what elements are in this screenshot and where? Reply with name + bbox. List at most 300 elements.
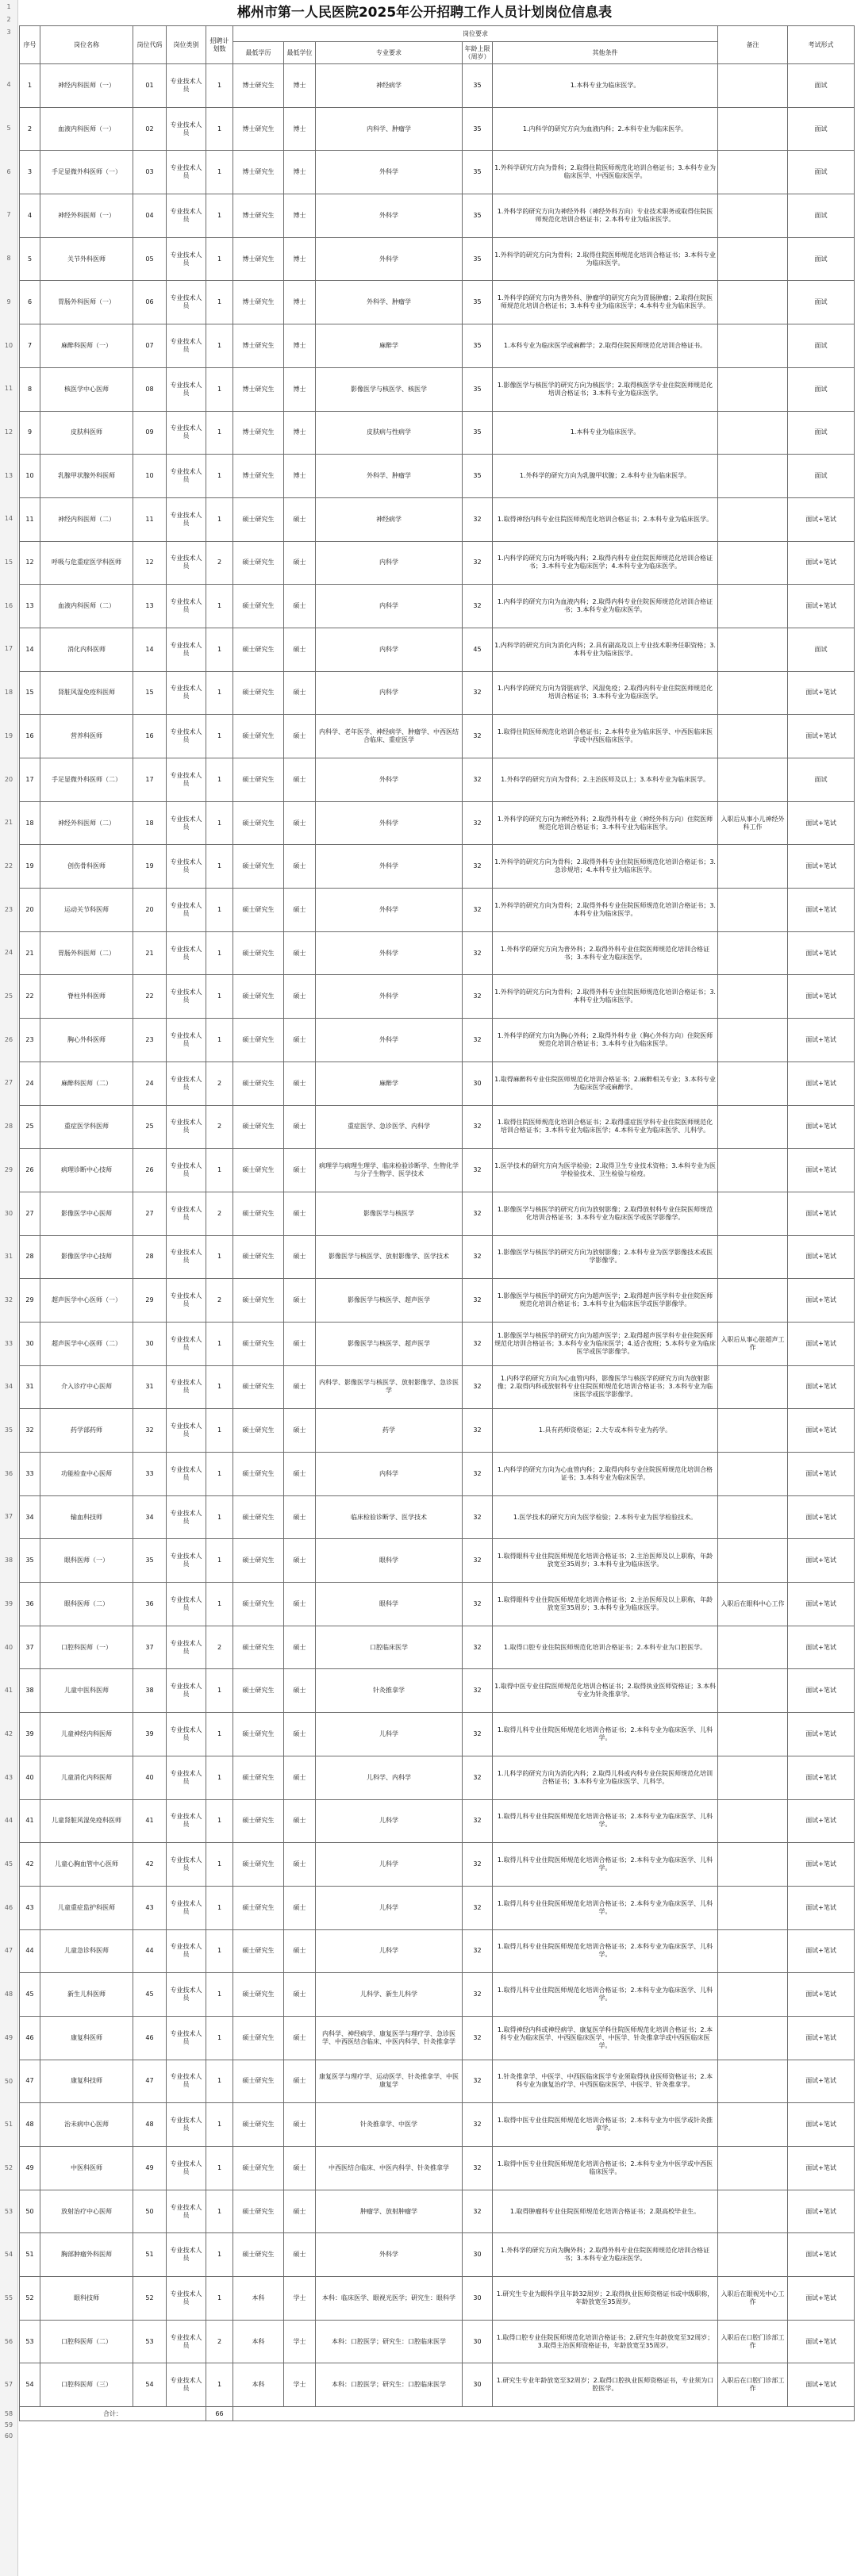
cell-category: 专业技术人员	[167, 1583, 206, 1626]
row-number: 58	[4, 2409, 13, 2417]
cell-other: 1.影像医学与核医学的研究方向为超声医学；2.取得超声医学科专业住院医师规范化培训合格证书；3.本科专业为临床医学；4.适合夜班；5.本科专业为临床医学或医学影像学。	[493, 1322, 718, 1365]
cell-age: 32	[463, 975, 493, 1019]
row-number: 13	[4, 471, 13, 479]
row-number: 53	[4, 2207, 13, 2215]
cell-note	[718, 585, 788, 628]
cell-post: 神经内科医师（二）	[40, 497, 133, 541]
cell-age: 35	[463, 367, 493, 411]
cell-plan: 1	[206, 455, 233, 498]
cell-note	[718, 1669, 788, 1713]
cell-seq: 15	[20, 671, 40, 715]
cell-major: 眼科学	[316, 1539, 463, 1583]
cell-seq: 47	[20, 2060, 40, 2103]
cell-seq: 52	[20, 2277, 40, 2321]
cell-age: 32	[463, 889, 493, 932]
cell-exam: 面试+笔试	[788, 1149, 855, 1192]
cell-exam: 面试+笔试	[788, 1279, 855, 1323]
cell-degree: 博士	[284, 281, 316, 324]
cell-note: 入职后在口腔门诊部工作	[718, 2363, 788, 2407]
cell-edu: 硕士研究生	[233, 801, 284, 845]
cell-seq: 16	[20, 715, 40, 758]
cell-category: 专业技术人员	[167, 1409, 206, 1453]
table-row	[20, 1453, 855, 1496]
cell-other: 1.取得住院医师规范化培训合格证书；2.本科专业为临床医学、中西医临床医学或中西医临床医学。	[493, 715, 718, 758]
cell-edu: 硕士研究生	[233, 889, 284, 932]
cell-note	[718, 1279, 788, 1323]
cell-other: 1.外科学的研究方向为骨科；2.取得外科专业住院医师规范化培训合格证书；3.本科专业为临床医学。	[493, 975, 718, 1019]
cell-post: 儿童神经内科医师	[40, 1713, 133, 1756]
cell-edu: 硕士研究生	[233, 1019, 284, 1062]
cell-note	[718, 367, 788, 411]
cell-degree: 硕士	[284, 2147, 316, 2190]
cell-other: 1.针灸推拿学、中医学、中西医临床医学专业须取得执业医师资格证书；2.本科专业为康复治疗学、中西医临床医学、中医学、针灸推拿学。	[493, 2060, 718, 2103]
cell-major: 内科学、影像医学与核医学、放射影像学、急诊医学	[316, 1365, 463, 1409]
cell-age: 30	[463, 2233, 493, 2277]
cell-other: 1.本科专业为临床医学或麻醉学；2.取得住院医师规范化培训合格证书。	[493, 324, 718, 368]
cell-code: 49	[133, 2147, 167, 2190]
header-note: 备注	[718, 26, 788, 64]
cell-other: 1.内科学的研究方向为呼吸内科；2.取得内科专业住院医师规范化培训合格证书；3.本科专业为临床医学；4.本科专业为临床医学。	[493, 541, 718, 585]
cell-age: 32	[463, 1495, 493, 1539]
cell-category: 专业技术人员	[167, 1929, 206, 1973]
row-number: 50	[4, 2077, 13, 2085]
row-number: 30	[4, 1209, 13, 1217]
row-number: 4	[6, 81, 11, 89]
cell-edu: 硕士研究生	[233, 585, 284, 628]
cell-category: 专业技术人员	[167, 1279, 206, 1323]
cell-seq: 21	[20, 931, 40, 975]
cell-age: 45	[463, 628, 493, 671]
cell-exam: 面试+笔试	[788, 2277, 855, 2321]
cell-degree: 硕士	[284, 2060, 316, 2103]
cell-major: 麻醉学	[316, 1061, 463, 1105]
cell-category: 专业技术人员	[167, 715, 206, 758]
cell-category: 专业技术人员	[167, 1061, 206, 1105]
cell-post: 呼吸与危重症医学科医师	[40, 541, 133, 585]
cell-major: 针灸推拿学、中医学	[316, 2103, 463, 2147]
cell-note	[718, 107, 788, 151]
cell-seq: 1	[20, 64, 40, 108]
cell-other: 1.外科学的研究方向为乳腺甲状腺；2.本科专业为临床医学。	[493, 455, 718, 498]
cell-degree: 学士	[284, 2363, 316, 2407]
table-row	[20, 367, 855, 411]
row-number: 19	[4, 731, 13, 739]
cell-post: 消化内科医师	[40, 628, 133, 671]
cell-edu: 硕士研究生	[233, 931, 284, 975]
cell-category: 专业技术人员	[167, 801, 206, 845]
cell-seq: 40	[20, 1756, 40, 1799]
cell-degree: 硕士	[284, 931, 316, 975]
cell-seq: 49	[20, 2147, 40, 2190]
cell-age: 35	[463, 411, 493, 455]
cell-degree: 硕士	[284, 585, 316, 628]
row-number: 22	[4, 862, 13, 870]
cell-plan: 1	[206, 1322, 233, 1365]
cell-plan: 1	[206, 2363, 233, 2407]
cell-code: 08	[133, 367, 167, 411]
cell-degree: 硕士	[284, 1409, 316, 1453]
cell-post: 胸心外科医师	[40, 1019, 133, 1062]
cell-code: 35	[133, 1539, 167, 1583]
cell-note	[718, 1929, 788, 1973]
cell-code: 07	[133, 324, 167, 368]
cell-post: 运动关节科医师	[40, 889, 133, 932]
table-row	[20, 1583, 855, 1626]
cell-major: 内科学	[316, 628, 463, 671]
cell-post: 康复科医师	[40, 2016, 133, 2060]
cell-code: 19	[133, 845, 167, 889]
cell-plan: 1	[206, 931, 233, 975]
cell-other: 1.外科学的研究方向为神经外科（神经外科方向）专业技术职务或取得住院医师规范化培训合格证书；2.本科专业为临床医学。	[493, 194, 718, 238]
cell-other: 1.研究生专业为眼科学且年龄32周岁；2.取得执业医师资格证书或中级职称，年龄放宽至35周岁。	[493, 2277, 718, 2321]
row-number: 60	[4, 2432, 13, 2440]
cell-edu: 硕士研究生	[233, 1626, 284, 1669]
cell-degree: 硕士	[284, 1149, 316, 1192]
cell-exam: 面试+笔试	[788, 1105, 855, 1149]
cell-category: 专业技术人员	[167, 1756, 206, 1799]
cell-seq: 53	[20, 2320, 40, 2363]
header-code: 岗位代码	[133, 26, 167, 64]
cell-post: 输血科技师	[40, 1495, 133, 1539]
cell-age: 32	[463, 1886, 493, 1929]
cell-degree: 硕士	[284, 1669, 316, 1713]
cell-major: 外科学	[316, 889, 463, 932]
cell-exam: 面试+笔试	[788, 1495, 855, 1539]
cell-post: 神经外科医师（二）	[40, 801, 133, 845]
cell-exam: 面试	[788, 411, 855, 455]
table-row	[20, 758, 855, 802]
row-number: 36	[4, 1469, 13, 1477]
cell-code: 33	[133, 1453, 167, 1496]
cell-plan: 1	[206, 151, 233, 194]
cell-seq: 36	[20, 1583, 40, 1626]
cell-post: 药学部药师	[40, 1409, 133, 1453]
cell-code: 51	[133, 2233, 167, 2277]
row-number: 5	[6, 125, 11, 132]
cell-plan: 1	[206, 367, 233, 411]
cell-code: 18	[133, 801, 167, 845]
cell-major: 外科学	[316, 931, 463, 975]
cell-major: 影像医学与核医学、超声医学	[316, 1322, 463, 1365]
cell-seq: 8	[20, 367, 40, 411]
table-row	[20, 324, 855, 368]
cell-age: 32	[463, 2060, 493, 2103]
cell-edu: 硕士研究生	[233, 671, 284, 715]
cell-category: 专业技术人员	[167, 671, 206, 715]
cell-seq: 25	[20, 1105, 40, 1149]
cell-plan: 2	[206, 2320, 233, 2363]
table-row	[20, 1279, 855, 1323]
cell-degree: 硕士	[284, 1713, 316, 1756]
cell-note	[718, 975, 788, 1019]
cell-edu: 硕士研究生	[233, 2190, 284, 2233]
cell-category: 专业技术人员	[167, 1453, 206, 1496]
cell-seq: 35	[20, 1539, 40, 1583]
cell-code: 26	[133, 1149, 167, 1192]
cell-major: 外科学	[316, 194, 463, 238]
cell-edu: 博士研究生	[233, 281, 284, 324]
cell-exam: 面试+笔试	[788, 2147, 855, 2190]
cell-major: 外科学	[316, 1019, 463, 1062]
cell-degree: 硕士	[284, 1322, 316, 1365]
cell-major: 外科学	[316, 845, 463, 889]
cell-other: 1.取得肿瘤科专业住院医师规范化培训合格证书；2.限高校毕业生。	[493, 2190, 718, 2233]
total-label: 合计：	[20, 2407, 206, 2421]
cell-other: 1.内科学的研究方向为血液内科；2.取得内科专业住院医师规范化培训合格证书；3.本科专业为临床医学。	[493, 585, 718, 628]
cell-category: 专业技术人员	[167, 1626, 206, 1669]
cell-edu: 本科	[233, 2320, 284, 2363]
cell-major: 内科学、神经病学、康复医学与理疗学、急诊医学、中西医结合临床、中医内科学、针灸推拿学	[316, 2016, 463, 2060]
cell-plan: 1	[206, 1149, 233, 1192]
cell-other: 1.具有药师资格证；2.大专或本科专业为药学。	[493, 1409, 718, 1453]
cell-edu: 硕士研究生	[233, 1886, 284, 1929]
cell-edu: 硕士研究生	[233, 1365, 284, 1409]
cell-other: 1.取得儿科专业住院医师规范化培训合格证书；2.本科专业为临床医学、儿科学。	[493, 1799, 718, 1843]
cell-code: 42	[133, 1843, 167, 1887]
cell-other: 1.影像医学与核医学的研究方向为放射影像；2.取得放射科专业住院医师规范化培训合格证书；3.本科专业为临床医学或医学影像学。	[493, 1192, 718, 1235]
cell-plan: 1	[206, 1886, 233, 1929]
cell-plan: 1	[206, 715, 233, 758]
cell-major: 针灸推拿学	[316, 1669, 463, 1713]
cell-plan: 1	[206, 889, 233, 932]
row-number: 45	[4, 1860, 13, 1868]
cell-code: 29	[133, 1279, 167, 1323]
cell-code: 31	[133, 1365, 167, 1409]
cell-seq: 44	[20, 1929, 40, 1973]
table-row	[20, 2363, 855, 2407]
cell-age: 32	[463, 1322, 493, 1365]
cell-category: 专业技术人员	[167, 889, 206, 932]
header-major: 专业要求	[316, 42, 463, 64]
cell-age: 32	[463, 1365, 493, 1409]
cell-plan: 1	[206, 1973, 233, 2017]
cell-code: 52	[133, 2277, 167, 2321]
cell-age: 32	[463, 1019, 493, 1062]
cell-degree: 博士	[284, 367, 316, 411]
cell-note	[718, 1713, 788, 1756]
row-number: 17	[4, 645, 13, 653]
cell-plan: 1	[206, 1019, 233, 1062]
cell-category: 专业技术人员	[167, 1843, 206, 1887]
cell-exam: 面试+笔试	[788, 1756, 855, 1799]
cell-other: 1.取得儿科专业住院医师规范化培训合格证书；2.本科专业为临床医学、儿科学。	[493, 1713, 718, 1756]
cell-post: 血液内科医师（一）	[40, 107, 133, 151]
cell-plan: 1	[206, 585, 233, 628]
table-row	[20, 2016, 855, 2060]
cell-major: 外科学	[316, 2233, 463, 2277]
cell-major: 外科学、肿瘤学	[316, 455, 463, 498]
cell-plan: 1	[206, 107, 233, 151]
cell-category: 专业技术人员	[167, 845, 206, 889]
cell-major: 皮肤病与性病学	[316, 411, 463, 455]
cell-other: 1.外科学的研究方向为神经外科；2.取得外科专业（神经外科方向）住院医师规范化培训合格证书；3.本科专业为临床医学。	[493, 801, 718, 845]
cell-age: 32	[463, 1192, 493, 1235]
table-row	[20, 845, 855, 889]
cell-other: 1.取得神经内科或神经病学、康复医学科住院医师规范化培训合格证书；2.本科专业为临床医学、中西医临床医学、中医学、针灸推拿学或中西医临床医学。	[493, 2016, 718, 2060]
cell-note: 入职后在眼视光中心工作	[718, 2277, 788, 2321]
cell-note	[718, 1973, 788, 2017]
cell-edu: 博士研究生	[233, 64, 284, 108]
cell-other: 1.外科学的研究方向为普外科；2.取得外科专业住院医师规范化培训合格证书；3.本科专业为临床医学。	[493, 931, 718, 975]
row-number: 23	[4, 905, 13, 913]
cell-post: 口腔科医师（二）	[40, 2320, 133, 2363]
cell-post: 手足显微外科医师（二）	[40, 758, 133, 802]
cell-age: 32	[463, 1799, 493, 1843]
row-number: 18	[4, 689, 13, 697]
cell-plan: 1	[206, 1799, 233, 1843]
cell-other: 1.取得儿科专业住院医师规范化培训合格证书；2.本科专业为临床医学、儿科学。	[493, 1973, 718, 2017]
cell-age: 32	[463, 1626, 493, 1669]
cell-seq: 9	[20, 411, 40, 455]
cell-edu: 博士研究生	[233, 411, 284, 455]
cell-edu: 硕士研究生	[233, 2147, 284, 2190]
cell-seq: 34	[20, 1495, 40, 1539]
cell-plan: 1	[206, 2147, 233, 2190]
table-row	[20, 541, 855, 585]
cell-note	[718, 715, 788, 758]
cell-seq: 14	[20, 628, 40, 671]
cell-exam: 面试+笔试	[788, 2190, 855, 2233]
cell-note	[718, 237, 788, 281]
cell-category: 专业技术人员	[167, 541, 206, 585]
cell-other: 1.影像医学与核医学的研究方向为超声医学；2.取得超声医学科专业住院医师规范化培训合格证书；3.本科专业为临床医学或医学影像学。	[493, 1279, 718, 1323]
cell-degree: 硕士	[284, 801, 316, 845]
cell-age: 32	[463, 801, 493, 845]
cell-category: 专业技术人员	[167, 1235, 206, 1279]
cell-degree: 博士	[284, 237, 316, 281]
cell-degree: 硕士	[284, 1365, 316, 1409]
cell-note	[718, 1886, 788, 1929]
table-row	[20, 1843, 855, 1887]
cell-code: 34	[133, 1495, 167, 1539]
row-number: 2	[6, 16, 11, 23]
cell-degree: 硕士	[284, 1192, 316, 1235]
row-number: 24	[4, 949, 13, 957]
cell-exam: 面试+笔试	[788, 845, 855, 889]
cell-other: 1.外科学的研究方向为普外科、肿瘤学的研究方向为胃肠肿瘤；2.取得住院医师规范化培训合格证书；3.本科专业为临床医学；4.本科专业为临床医学。	[493, 281, 718, 324]
cell-post: 胸部肿瘤外科医师	[40, 2233, 133, 2277]
cell-major: 外科学	[316, 237, 463, 281]
cell-code: 50	[133, 2190, 167, 2233]
cell-category: 专业技术人员	[167, 1365, 206, 1409]
row-number: 46	[4, 1903, 13, 1911]
cell-note: 入职后从事心脏超声工作	[718, 1322, 788, 1365]
cell-age: 32	[463, 2016, 493, 2060]
cell-other: 1.内科学的研究方向为心血管内科，影像医学与核医学的研究方向为放射影像；2.取得内科或放射科专业住院医师规范化培训合格证书；3.本科专业为临床医学或医学影像学。	[493, 1365, 718, 1409]
cell-degree: 硕士	[284, 628, 316, 671]
cell-exam: 面试+笔试	[788, 975, 855, 1019]
cell-exam: 面试+笔试	[788, 1713, 855, 1756]
cell-other: 1.本科专业为临床医学。	[493, 64, 718, 108]
cell-other: 1.影像医学与核医学的研究方向为核医学；2.取得核医学专业住院医师规范化培训合格证书；3.本科专业为临床医学。	[493, 367, 718, 411]
table-row	[20, 1495, 855, 1539]
cell-other: 1.取得儿科专业住院医师规范化培训合格证书；2.本科专业为临床医学、儿科学。	[493, 1843, 718, 1887]
cell-plan: 1	[206, 975, 233, 1019]
cell-post: 功能检查中心医师	[40, 1453, 133, 1496]
cell-exam: 面试+笔试	[788, 1061, 855, 1105]
cell-note: 入职后在眼科中心工作	[718, 1583, 788, 1626]
recruitment-table	[19, 25, 855, 2421]
cell-post: 康复科技师	[40, 2060, 133, 2103]
cell-edu: 硕士研究生	[233, 2233, 284, 2277]
table-row	[20, 1365, 855, 1409]
cell-edu: 硕士研究生	[233, 1929, 284, 1973]
cell-edu: 硕士研究生	[233, 1235, 284, 1279]
cell-post: 麻醉科医师（一）	[40, 324, 133, 368]
cell-code: 43	[133, 1886, 167, 1929]
cell-note	[718, 1626, 788, 1669]
cell-code: 06	[133, 281, 167, 324]
cell-note	[718, 2060, 788, 2103]
cell-edu: 硕士研究生	[233, 715, 284, 758]
cell-age: 35	[463, 455, 493, 498]
cell-code: 14	[133, 628, 167, 671]
row-number: 3	[6, 29, 11, 36]
table-row	[20, 2277, 855, 2321]
cell-degree: 硕士	[284, 1019, 316, 1062]
cell-degree: 硕士	[284, 1279, 316, 1323]
cell-post: 眼科技师	[40, 2277, 133, 2321]
cell-exam: 面试	[788, 281, 855, 324]
row-number: 25	[4, 992, 13, 1000]
row-number: 42	[4, 1729, 13, 1737]
cell-degree: 硕士	[284, 1061, 316, 1105]
cell-seq: 26	[20, 1149, 40, 1192]
cell-other: 1.取得中医专业住院医师规范化培训合格证书；2.取得执业医师资格证；3.本科专业为针灸推拿学。	[493, 1669, 718, 1713]
table-row	[20, 1019, 855, 1062]
cell-edu: 硕士研究生	[233, 2103, 284, 2147]
cell-age: 35	[463, 64, 493, 108]
cell-exam: 面试+笔试	[788, 1843, 855, 1887]
cell-post: 中医科医师	[40, 2147, 133, 2190]
row-number: 29	[4, 1165, 13, 1173]
row-number: 9	[6, 298, 11, 305]
row-number: 34	[4, 1383, 13, 1391]
cell-age: 32	[463, 1973, 493, 2017]
cell-note	[718, 541, 788, 585]
cell-major: 影像医学与核医学、放射影像学、医学技术	[316, 1235, 463, 1279]
cell-exam: 面试+笔试	[788, 1365, 855, 1409]
cell-degree: 硕士	[284, 2016, 316, 2060]
table-row	[20, 2103, 855, 2147]
cell-code: 54	[133, 2363, 167, 2407]
cell-category: 专业技术人员	[167, 1495, 206, 1539]
cell-post: 口腔科医师（三）	[40, 2363, 133, 2407]
cell-plan: 1	[206, 2016, 233, 2060]
cell-major: 眼科学	[316, 1583, 463, 1626]
cell-age: 32	[463, 2147, 493, 2190]
row-number: 26	[4, 1035, 13, 1043]
cell-category: 专业技术人员	[167, 281, 206, 324]
cell-age: 30	[463, 1061, 493, 1105]
cell-plan: 1	[206, 2277, 233, 2321]
cell-post: 麻醉科医师（二）	[40, 1061, 133, 1105]
cell-seq: 2	[20, 107, 40, 151]
cell-major: 儿科学	[316, 1713, 463, 1756]
cell-exam: 面试+笔试	[788, 1322, 855, 1365]
cell-edu: 硕士研究生	[233, 541, 284, 585]
cell-note	[718, 931, 788, 975]
cell-note	[718, 324, 788, 368]
cell-post: 超声医学中心医师（一）	[40, 1279, 133, 1323]
cell-exam: 面试+笔试	[788, 2103, 855, 2147]
table-row	[20, 1235, 855, 1279]
cell-seq: 10	[20, 455, 40, 498]
row-number: 7	[6, 211, 11, 219]
cell-other: 1.外科学的研究方向为骨科；2.取得外科专业住院医师规范化培训合格证书；3.本科专业为临床医学。	[493, 889, 718, 932]
table-row	[20, 237, 855, 281]
cell-exam: 面试+笔试	[788, 585, 855, 628]
